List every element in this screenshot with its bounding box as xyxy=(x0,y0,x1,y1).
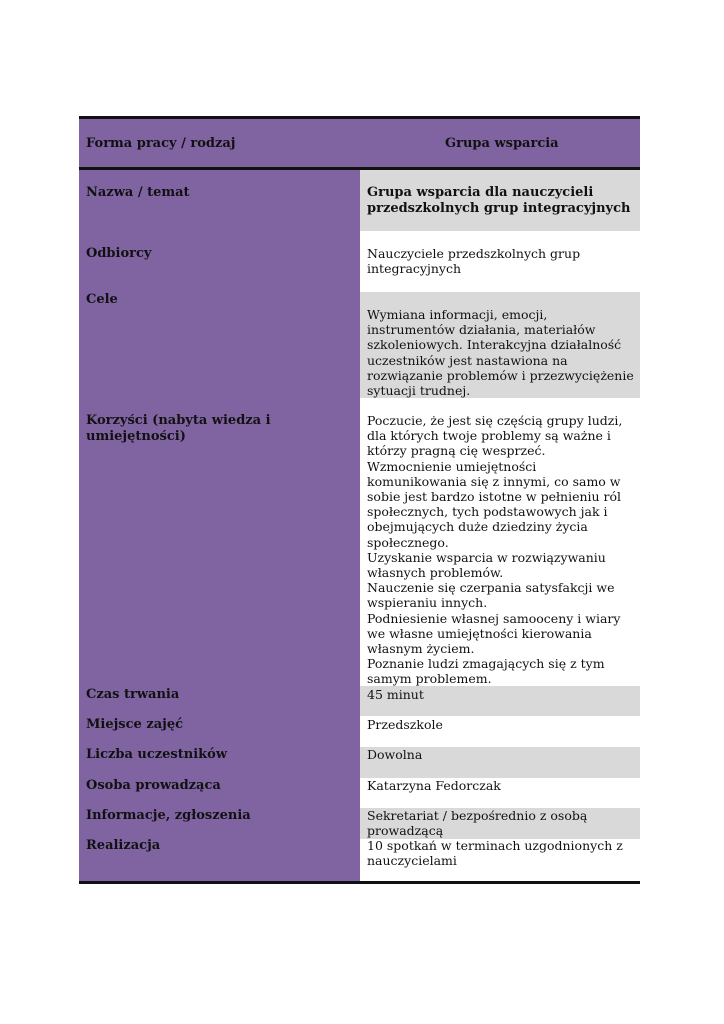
value-realizacja: 10 spotkań w terminach uzgodnionych z nauczycielami xyxy=(367,838,623,869)
korzysci-paragraph: Poczucie, że jest się częścią grupy ludzi, dla których twoje problemy są ważne i którzy pragną cię wesprzeć. xyxy=(367,413,623,459)
korzysci-paragraph: Uzyskanie wsparcia w rozwiązywaniu własnych problemów. xyxy=(367,549,606,581)
value-czas: 45 minut xyxy=(360,686,640,716)
label-realizacja: Realizacja xyxy=(86,838,161,853)
value-cele: Wymiana informacji, emocji, instrumentów działania, materiałów szkoleniowych. Interakcyjna działalność uczestników jest nastawiona na rozwiązanie problemów i przezwyciężenie sytuacji trudnej. xyxy=(360,292,640,398)
korzysci-paragraph: Podniesienie własnej samooceny i wiary we własne umiejętności kierowania własnym życiem. xyxy=(367,610,621,657)
table-header xyxy=(79,119,640,170)
label-korzysci: Korzyści (nabyta wiedza i umiejętności) xyxy=(86,413,271,444)
label-czas: Czas trwania xyxy=(86,687,180,702)
value-nazwa: Grupa wsparcia dla nauczycieli przedszkolnych grup integracyjnych xyxy=(360,170,640,231)
label-informacje: Informacje, zgłoszenia xyxy=(86,808,251,823)
korzysci-paragraph: Nauczenie się czerpania satysfakcji we wspieraniu innych. xyxy=(367,580,615,611)
label-nazwa: Nazwa / temat xyxy=(86,185,190,200)
value-osoba: Katarzyna Fedorczak xyxy=(367,778,501,793)
label-miejsce: Miejsce zajęć xyxy=(86,717,184,732)
korzysci-paragraph: Poznanie ludzi zmagających się z tym samym problemem. xyxy=(367,656,605,687)
label-osoba: Osoba prowadząca xyxy=(86,778,221,793)
value-korzysci xyxy=(360,413,640,687)
label-column xyxy=(79,119,360,881)
header-left: Forma pracy / rodzaj xyxy=(86,136,236,151)
value-odbiorcy: Nauczyciele przedszkolnych grup integracyjnych xyxy=(367,246,581,277)
info-table xyxy=(79,116,640,884)
value-liczba: Dowolna xyxy=(360,747,640,778)
label-odbiorcy: Odbiorcy xyxy=(86,246,152,261)
header-right: Grupa wsparcia xyxy=(445,136,559,151)
label-liczba: Liczba uczestników xyxy=(86,747,228,762)
value-miejsce: Przedszkole xyxy=(367,717,443,732)
korzysci-paragraph: Wzmocnienie umiejętności komunikowania się z innymi, co samo w sobie jest bardzo istotne w pełnieniu ról społecznych, tych podstawowych jak i obejmujących duże dziedziny życia społecznego. xyxy=(367,458,622,550)
label-cele: Cele xyxy=(86,292,118,307)
value-informacje: Sekretariat / bezpośrednio z osobą prowadzącą xyxy=(360,808,640,839)
